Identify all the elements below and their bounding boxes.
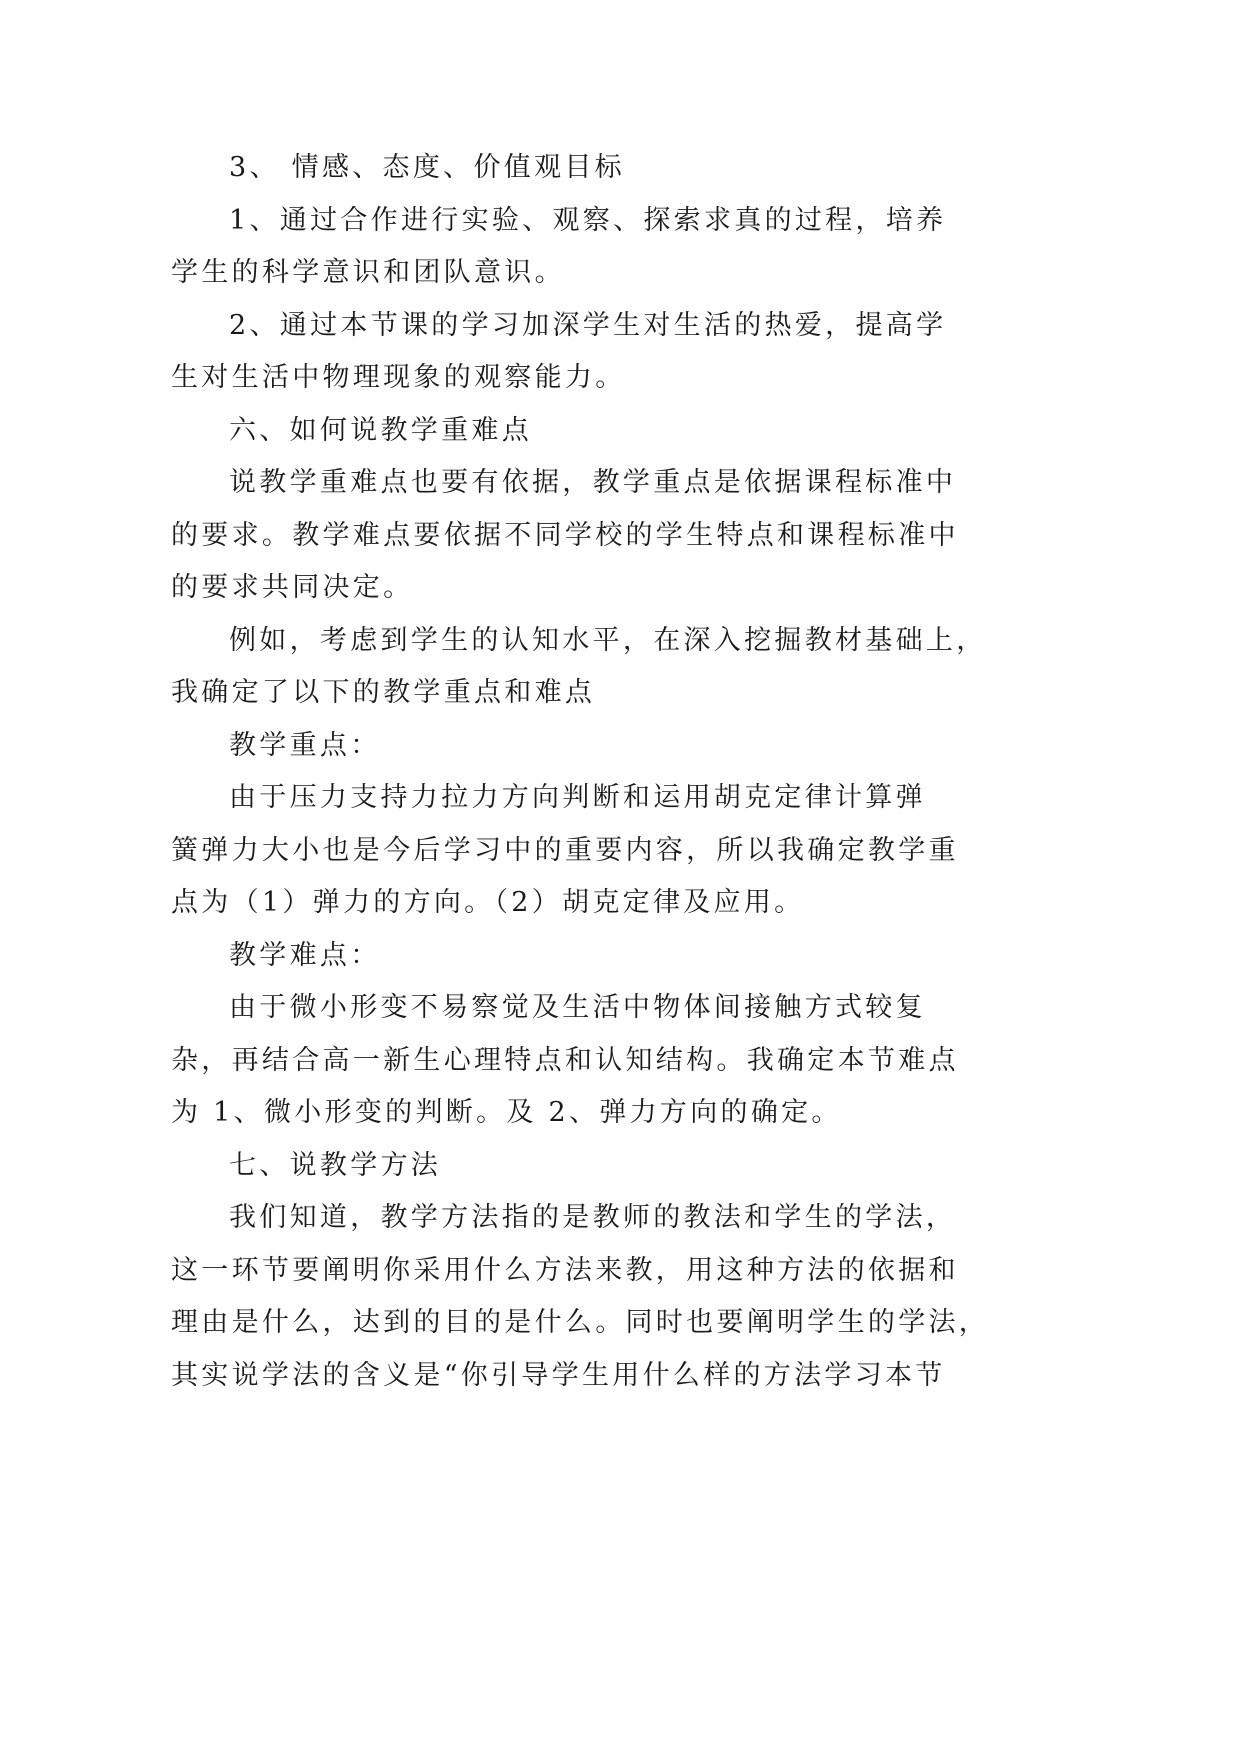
- text-line: 例如，考虑到学生的认知水平，在深入挖掘教材基础上，: [229, 624, 987, 656]
- text-line: 1、通过合作进行实验、观察、探索求真的过程，培养: [229, 204, 947, 236]
- text-line: 我们知道，教学方法指的是教师的教法和学生的学法，: [229, 1202, 957, 1233]
- subheading: 教学难点：: [229, 939, 381, 971]
- text-line: 我确定了以下的教学重点和难点: [171, 677, 596, 708]
- text-line: 的要求共同决定。: [171, 572, 414, 603]
- text-line: 其实说学法的含义是“你引导学生用什么样的方法学习本节: [171, 1359, 946, 1391]
- document-body: [171, 142, 990, 1402]
- text-line: 由于压力支持力拉力方向判断和运用胡克定律计算弹: [229, 782, 926, 813]
- text-line: 理由是什么，达到的目的是什么。同时也要阐明学生的学法，: [171, 1307, 990, 1338]
- text-line: 簧弹力大小也是今后学习中的重要内容，所以我确定教学重: [171, 834, 959, 866]
- text-line: 为 1、微小形变的判断。及 2、弹力方向的确定。: [171, 1097, 842, 1128]
- text-line: 这一环节要阐明你采用什么方法来教，用这种方法的依据和: [171, 1254, 959, 1286]
- text-line: 3、 情感、态度、价值观目标: [229, 152, 625, 183]
- text-line: 的要求。教学难点要依据不同学校的学生特点和课程标准中: [171, 519, 959, 551]
- section-heading: 六、如何说教学重难点: [229, 414, 532, 446]
- text-line: 说教学重难点也要有依据，教学重点是依据课程标准中: [229, 467, 957, 498]
- text-line: 生对生活中物理现象的观察能力。: [171, 362, 626, 393]
- text-line: 由于微小形变不易察觉及生活中物体间接触方式较复: [229, 992, 926, 1023]
- text-line: 学生的科学意识和团队意识。: [171, 257, 565, 288]
- text-line: 杂，再结合高一新生心理特点和认知结构。我确定本节难点: [171, 1044, 959, 1076]
- subheading: 教学重点：: [229, 729, 381, 761]
- text-line: 2、通过本节课的学习加深学生对生活的热爱，提高学: [229, 309, 947, 341]
- section-heading: 七、说教学方法: [229, 1149, 442, 1181]
- text-line: 点为（1）弹力的方向。（2）胡克定律及应用。: [171, 887, 805, 918]
